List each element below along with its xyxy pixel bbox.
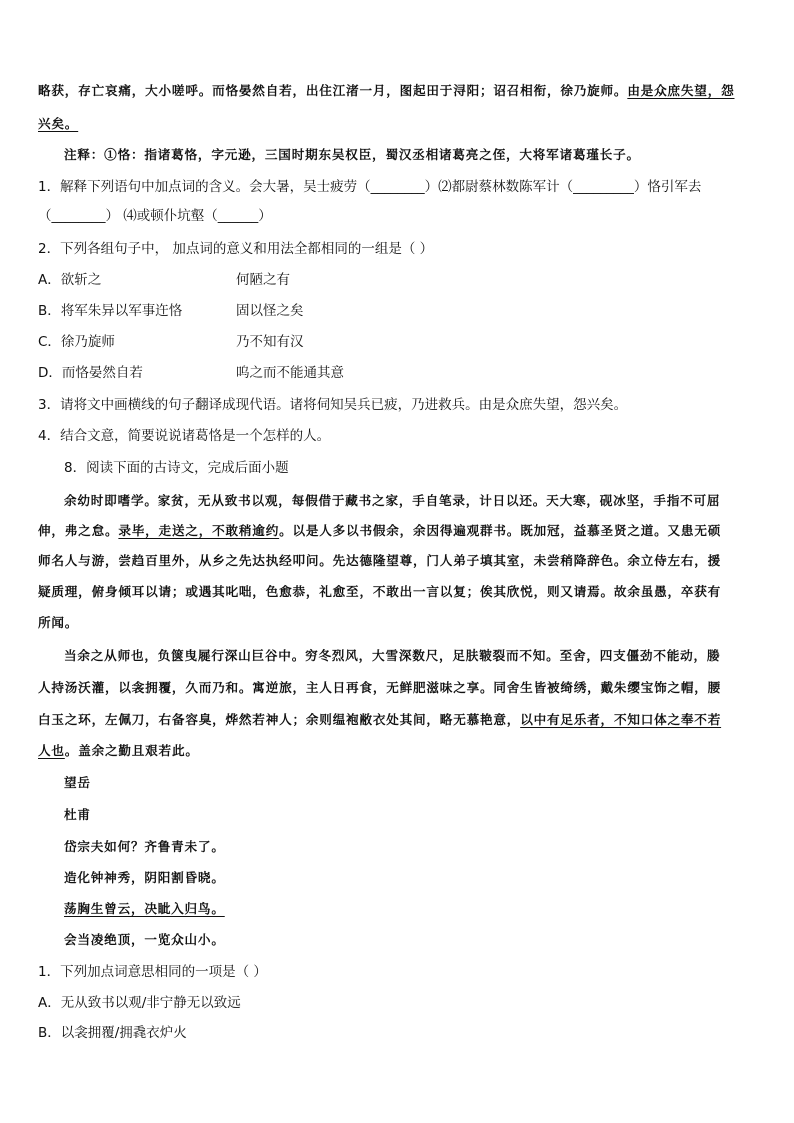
poem-author: 杜甫 xyxy=(64,807,91,822)
passage-line xyxy=(38,81,758,101)
question-3: 3．请将文中画横线的句子翻译成现代语。诸将伺知吴兵已疲，乃进救兵。由是众庶失望，怨兴矣。 xyxy=(38,397,628,413)
option-c-right: 乃不知有汉 xyxy=(236,334,304,350)
prose-text: 白玉之环，左佩刀，右备容臭，烨然若神人；余则缊袍敝衣处其间，略无慕艳意， xyxy=(38,712,521,727)
option-a-right: 何陋之有 xyxy=(236,272,290,288)
option-d-right: 呜之而不能通其意 xyxy=(236,365,344,381)
prose-text: 伸，弗之怠。 xyxy=(38,523,119,538)
option-a xyxy=(38,270,758,290)
option-b-left: B．将军朱异以军事迕恪 xyxy=(38,303,183,319)
underlined-sentence: 录毕，走送之，不敢稍逾约 xyxy=(118,523,280,538)
prose-line xyxy=(38,741,758,761)
option-d-left: D．而恪晏然自若 xyxy=(38,365,143,381)
option-b xyxy=(38,301,758,321)
prose-line: 当余之从师也，负箧曳屣行深山巨谷中。穷冬烈风，大雪深数尺，足肤皲裂而不知。至舍，四支僵劲不能动，媵 xyxy=(64,648,721,663)
option-d xyxy=(38,363,758,383)
prose-line: 所闻。 xyxy=(38,615,79,630)
poem-line: 会当凌绝顶，一览众山小。 xyxy=(64,932,225,947)
prose-text: 。以是人多以书假余，余因得遍观群书。既加冠，益慕圣贤之道。又患无硕 xyxy=(279,523,722,538)
prose-text: 。盖余之勤且艰若此。 xyxy=(64,743,199,758)
question-4: 4．结合文意，简要说说诸葛恪是一个怎样的人。 xyxy=(38,428,331,444)
prose-line xyxy=(38,710,758,730)
poem-line xyxy=(64,899,758,919)
option-b-right: 固以怪之矣 xyxy=(236,303,304,319)
question-1: 1．解释下列语句中加点词的含义。会大暑，吴士疲劳（________）⑵都尉蔡林数陈军计（_________）恪引军去 xyxy=(38,179,702,195)
question-1-poem: 1．下列加点词意思相同的一项是（ ） xyxy=(38,964,267,980)
underlined-verse: 荡胸生曾云，决眦入归鸟。 xyxy=(64,901,225,916)
prose-line: 人持汤沃灌，以衾拥覆，久而乃和。寓逆旅，主人日再食，无鲜肥滋味之享。同舍生皆被绮绣，戴朱缨宝饰之帽，腰 xyxy=(38,680,722,695)
prose-line: 师名人与游，尝趋百里外，从乡之先达执经叩问。先达德隆望尊，门人弟子填其室，未尝稍降辞色。余立侍左右，援 xyxy=(38,553,722,568)
underlined-sentence: 由是众庶失望，怨 xyxy=(627,83,735,98)
question-2: 2．下列各组句子中， 加点词的意义和用法全都相同的一组是（ ） xyxy=(38,241,434,257)
underlined-sentence: 人也 xyxy=(38,743,65,758)
passage-text: 略获，存亡哀痛，大小嗟呼。而恪晏然自若，出住江渚一月，图起田于浔阳；诏召相衔，徐乃旋师。 xyxy=(38,83,628,98)
question-1-cont: （________） ⑷或顿仆坑壑（______） xyxy=(38,208,272,224)
underlined-sentence: 兴矣。 xyxy=(38,116,79,131)
poem-line: 岱宗夫如何？齐鲁青未了。 xyxy=(64,839,225,854)
option-c xyxy=(38,332,758,352)
underlined-sentence: 以中有足乐者，不知口体之奉不若 xyxy=(520,712,722,727)
annotation-note: 注释：①恪：指诸葛恪，字元逊，三国时期东吴权臣，蜀汉丞相诸葛亮之侄，大将军诸葛瑾长子。 xyxy=(64,147,640,162)
section-heading: 8．阅读下面的古诗文，完成后面小题 xyxy=(64,460,289,476)
passage-line xyxy=(38,114,758,134)
prose-line: 疑质理，俯身倾耳以请；或遇其叱咄，色愈恭，礼愈至，不敢出一言以复；俟其欣悦，则又请焉。故余虽愚，卒获有 xyxy=(38,584,722,599)
prose-line: 余幼时即嗜学。家贫，无从致书以观，每假借于藏书之家，手自笔录，计日以还。天大寒，砚冰坚，手指不可屈 xyxy=(64,493,721,508)
option-c-left: C．徐乃旋师 xyxy=(38,334,115,350)
option-b: B．以衾拥覆/拥毳衣炉火 xyxy=(38,1025,187,1041)
option-a: A．无从致书以观/非宁静无以致远 xyxy=(38,995,241,1011)
option-a-left: A．欲斩之 xyxy=(38,272,102,288)
poem-line: 造化钟神秀，阴阳割昏晓。 xyxy=(64,870,225,885)
prose-line xyxy=(38,521,758,541)
poem-title: 望岳 xyxy=(64,775,91,790)
